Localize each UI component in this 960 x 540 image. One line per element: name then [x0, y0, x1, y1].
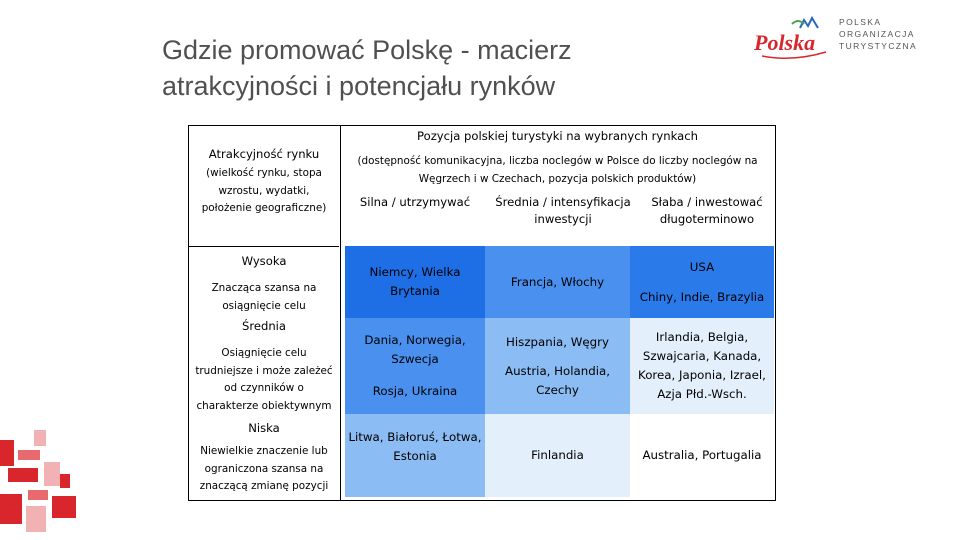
- cell-line1: Niemcy, Wielka: [369, 265, 461, 279]
- slide-title: [162, 32, 722, 104]
- corner-desc-line1: (wielkość rynku, stopa: [206, 167, 322, 179]
- cell-line1: Finlandia: [531, 448, 584, 462]
- row-desc-line2: ograniczona szansa na: [204, 462, 324, 475]
- logo-org-line3: TURYSTYCZNA: [839, 41, 918, 51]
- row-desc-line1: Znacząca szansa na: [211, 282, 317, 294]
- column-header-line1: Średnia / intensyfikacja: [495, 195, 631, 209]
- row-label: Wysoka: [241, 254, 287, 268]
- row-label-low: [189, 420, 339, 496]
- cell-line3: Korea, Japonia, Izrael,: [638, 368, 766, 382]
- cell-low-weak: [630, 414, 774, 497]
- cell-line1: Australia, Portugalia: [642, 448, 762, 462]
- cell-line2: Szwajcaria, Kanada,: [642, 349, 762, 363]
- row-label-medium: [189, 318, 339, 415]
- logo-wordmark: Polska: [754, 30, 816, 55]
- column-header-weak: [639, 194, 775, 228]
- position-heading: Pozycja polskiej turystyki na wybranych rynkach: [417, 129, 698, 143]
- cell-line4: Azja Płd.-Wsch.: [657, 387, 747, 401]
- column-header-line2: długoterminowo: [659, 212, 755, 226]
- attractiveness-column: [189, 126, 341, 500]
- cell-line2: Brytania: [390, 284, 440, 298]
- column-header-line1: Silna / utrzymywać: [359, 195, 471, 209]
- cell-line1: Irlandia, Belgia,: [655, 330, 749, 344]
- cell-line2: Chiny, Indie, Brazylia: [639, 289, 765, 304]
- cell-line2: Szwecja: [391, 351, 439, 366]
- cell-line1: Dania, Norwegia,: [364, 332, 466, 347]
- column-header-strong: [349, 194, 481, 211]
- position-header: [341, 128, 774, 188]
- row-label-high: [189, 253, 339, 315]
- column-header-line2: inwestycji: [534, 212, 592, 226]
- attractiveness-matrix: [188, 125, 776, 501]
- row-desc-line3: znaczącą zmianę pozycji: [199, 480, 329, 492]
- cell-line1: Litwa, Białoruś, Łotwa,: [348, 430, 482, 444]
- slide-title-line2: atrakcyjności i potencjału rynków: [162, 71, 556, 101]
- cell-line3: Czechy: [536, 382, 579, 397]
- row-desc-line1: Osiągnięcie celu: [221, 347, 307, 359]
- cell-high-medium: [485, 246, 630, 318]
- corner-heading: Atrakcyjność rynku: [208, 147, 320, 161]
- column-header-line1: Słaba / inwestować: [651, 195, 763, 209]
- cell-medium-strong: [345, 318, 485, 414]
- pot-logo: [752, 14, 948, 64]
- divider: [189, 246, 339, 247]
- slide-title-line1: Gdzie promować Polskę - macierz: [162, 35, 572, 65]
- row-label: Średnia: [241, 319, 287, 333]
- row-desc-line4: charakterze obiektywnym: [196, 399, 332, 412]
- cell-line3: Rosja, Ukraina: [372, 384, 458, 399]
- row-label: Niska: [248, 421, 280, 435]
- market-grid: [345, 246, 774, 497]
- logo-org-name: [839, 16, 917, 52]
- cell-medium-weak: [630, 318, 774, 414]
- cell-line1: USA: [689, 259, 715, 274]
- row-desc-line3: od czynników o: [224, 382, 304, 394]
- logo-org-line1: POLSKA: [839, 17, 882, 27]
- position-desc-line2: Węgrzech i w Czechach, pozycja polskich produktów): [418, 172, 697, 185]
- row-desc-line2: osiągnięcie celu: [222, 299, 306, 312]
- cell-low-strong: [345, 414, 485, 497]
- cell-low-medium: [485, 414, 630, 497]
- row-desc-line2: trudniejsze i może zależeć: [195, 364, 333, 377]
- cell-medium-medium: [485, 318, 630, 414]
- cell-high-strong: [345, 246, 485, 318]
- logo-org-line2: ORGANIZACJA: [839, 29, 915, 39]
- position-desc-line1: (dostępność komunikacyjna, liczba noclegów w Polsce do liczby noclegów na: [357, 155, 758, 167]
- corner-desc-line3: położenie geograficzne): [201, 202, 327, 214]
- polska-logo-icon: [752, 14, 832, 64]
- cell-line2: Estonia: [393, 449, 437, 463]
- row-desc-line1: Niewielkie znaczenie lub: [200, 445, 328, 457]
- corner-header: [189, 146, 339, 218]
- column-header-medium: [483, 194, 643, 228]
- corner-desc-line2: wzrostu, wydatki,: [218, 184, 310, 197]
- cell-line1: Francja, Włochy: [510, 274, 605, 289]
- cell-line2: Austria, Holandia,: [505, 363, 610, 378]
- cell-line1: Hiszpania, Węgry: [506, 334, 609, 349]
- decorative-pattern-icon: [0, 410, 80, 540]
- cell-high-weak: [630, 246, 774, 318]
